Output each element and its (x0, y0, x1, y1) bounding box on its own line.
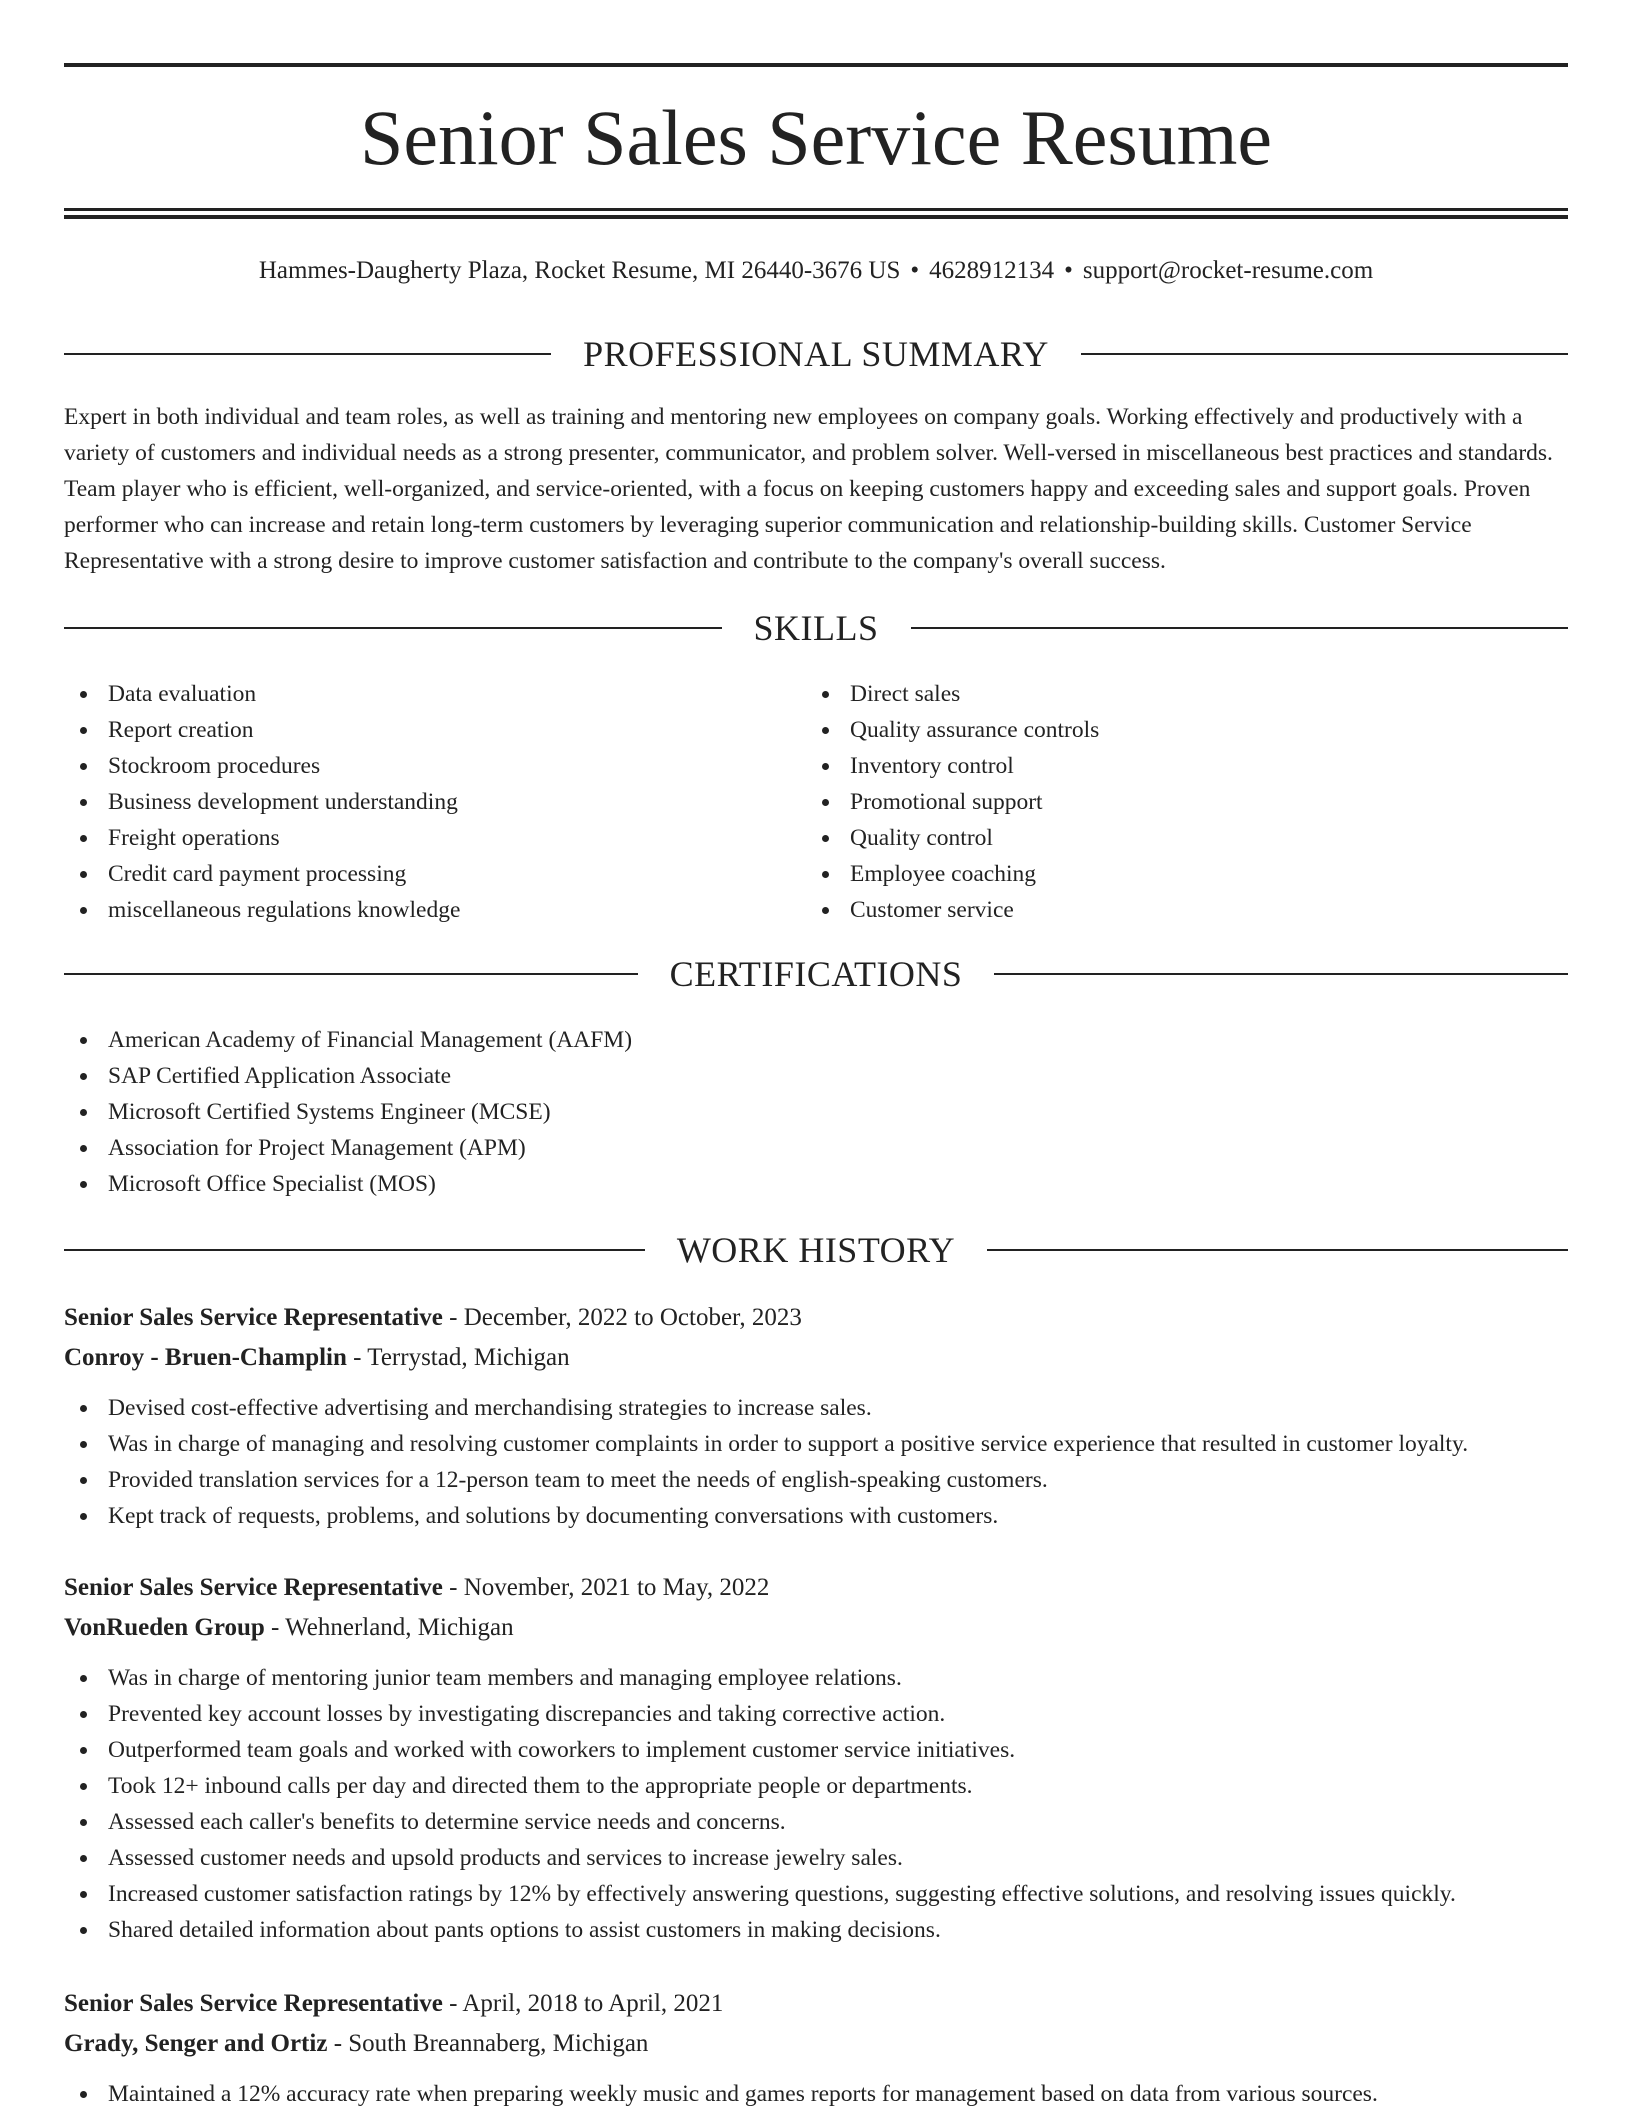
skill-item: Quality control (806, 820, 1506, 856)
certifications-list (64, 1022, 1568, 1202)
job-bullet-item: Shared detailed information about pants options to assist customers in making decisions. (64, 1912, 1568, 1948)
job-company-line (64, 1338, 1568, 1378)
section-rule-left (64, 627, 722, 629)
section-rule-right (911, 627, 1569, 629)
skill-item: Quality assurance controls (806, 712, 1506, 748)
contact-separator: • (910, 257, 920, 284)
top-rule (64, 63, 1568, 67)
job-bullet-item: Was in charge of managing and resolving customer complaints in order to support a positive service experience that resulted in customer loyalty. (64, 1426, 1568, 1462)
skills-column-right (806, 676, 1506, 928)
resume-title: Senior Sales Service Resume (360, 94, 1272, 181)
contact-address: Hammes-Daugherty Plaza, Rocket Resume, MI 26440-3676 US (258, 257, 901, 284)
skills-list-right (806, 676, 1506, 928)
job-title: Senior Sales Service Representative (64, 1574, 443, 1601)
section-rule-left (64, 973, 638, 975)
job-bullet-item: Assessed each caller's benefits to determine service needs and concerns. (64, 1804, 1568, 1840)
section-title-skills: SKILLS (753, 608, 879, 648)
job-bullets (64, 2076, 1568, 2112)
job-company: Conroy - Bruen-Champlin (64, 1344, 347, 1371)
title-rule-upper (64, 208, 1568, 211)
certification-item: Microsoft Office Specialist (MOS) (64, 1166, 1568, 1202)
contact-line (64, 254, 1568, 288)
job-location: - Wehnerland, Michigan (264, 1614, 514, 1641)
section-rule-right (1081, 353, 1568, 355)
job-company: VonRueden Group (64, 1614, 265, 1641)
job-title: Senior Sales Service Representative (64, 1990, 443, 2017)
section-header-certifications (64, 952, 1568, 996)
job-dates: - April, 2018 to April, 2021 (442, 1990, 724, 2017)
certification-item: American Academy of Financial Management (AAFM) (64, 1022, 1568, 1058)
skill-item: Direct sales (806, 676, 1506, 712)
section-title-work-history: WORK HISTORY (676, 1230, 956, 1270)
job-company: Grady, Senger and Ortiz (64, 2030, 328, 2057)
job-bullet-item: Outperformed team goals and worked with coworkers to implement customer service initiatives. (64, 1732, 1568, 1768)
certification-item: Association for Project Management (APM) (64, 1130, 1568, 1166)
job-bullet-item: Took 12+ inbound calls per day and directed them to the appropriate people or departments. (64, 1768, 1568, 1804)
section-header-skills (64, 606, 1568, 650)
skill-item: Customer service (806, 892, 1506, 928)
title-rule-lower (64, 215, 1568, 219)
job-title: Senior Sales Service Representative (64, 1304, 443, 1331)
job-bullet-item: Increased customer satisfaction ratings by 12% by effectively answering questions, suggesting effective solutions, and resolving issues quickly. (64, 1876, 1568, 1912)
professional-summary-text: Expert in both individual and team roles, as well as training and mentoring new employees on company goals. Working effectively and productively with a variety of customers and individual needs as a strong presenter, communicator, and problem solver. Well-versed in miscellaneous best practices and standards. Team player who is efficient, well-organized, and service-oriented, with a focus on keeping customers happy and exceeding sales and support goals. Proven performer who can increase and retain long-term customers by leveraging superior communication and relationship-building skills. Customer Service Representative with a strong desire to improve customer satisfaction and contribute to the company's overall success. (64, 404, 1553, 574)
section-rule-left (64, 353, 551, 355)
skill-item: miscellaneous regulations knowledge (64, 892, 764, 928)
skills-list-left (64, 676, 764, 928)
job-title-line (64, 1568, 1568, 1608)
job-entry (64, 1298, 1568, 1534)
contact-phone: 4628912134 (929, 257, 1055, 284)
skill-item: Data evaluation (64, 676, 764, 712)
job-title-line (64, 1984, 1568, 2024)
skill-item: Credit card payment processing (64, 856, 764, 892)
job-bullet-item: Was in charge of mentoring junior team members and managing employee relations. (64, 1660, 1568, 1696)
section-title-summary: PROFESSIONAL SUMMARY (583, 334, 1049, 374)
section-title-certifications: CERTIFICATIONS (669, 954, 963, 994)
job-dates: - November, 2021 to May, 2022 (442, 1574, 770, 1601)
skill-item: Employee coaching (806, 856, 1506, 892)
section-rule-right (987, 1249, 1568, 1251)
job-dates: - December, 2022 to October, 2023 (442, 1304, 802, 1331)
certification-item: Microsoft Certified Systems Engineer (MCSE) (64, 1094, 1568, 1130)
job-bullet-item: Prevented key account losses by investigating discrepancies and taking corrective action. (64, 1696, 1568, 1732)
skill-item: Inventory control (806, 748, 1506, 784)
skill-item: Freight operations (64, 820, 764, 856)
contact-separator: • (1064, 257, 1073, 284)
section-rule-left (64, 1249, 645, 1251)
section-header-summary (64, 332, 1568, 376)
job-title-line (64, 1298, 1568, 1338)
job-company-line (64, 2024, 1568, 2064)
job-bullet-item: Kept track of requests, problems, and solutions by documenting conversations with customers. (64, 1498, 1568, 1534)
certification-item: SAP Certified Application Associate (64, 1058, 1568, 1094)
job-bullet-item: Assessed customer needs and upsold products and services to increase jewelry sales. (64, 1840, 1568, 1876)
job-location: - Terrystad, Michigan (346, 1344, 570, 1371)
job-bullet-item: Maintained a 12% accuracy rate when preparing weekly music and games reports for management based on data from various sources. (64, 2076, 1568, 2112)
certifications-block (64, 1022, 1568, 1202)
skill-item: Promotional support (806, 784, 1506, 820)
skills-column-left (64, 676, 764, 928)
job-entry (64, 1568, 1568, 1948)
job-bullet-item: Devised cost-effective advertising and merchandising strategies to increase sales. (64, 1390, 1568, 1426)
job-company-line (64, 1608, 1568, 1648)
job-bullets (64, 1660, 1568, 1948)
job-location: - South Breannaberg, Michigan (327, 2030, 649, 2057)
skill-item: Stockroom procedures (64, 748, 764, 784)
section-header-work-history (64, 1228, 1568, 1272)
skill-item: Report creation (64, 712, 764, 748)
job-entry (64, 1984, 1568, 2112)
job-bullets (64, 1390, 1568, 1534)
job-bullet-item: Provided translation services for a 12-person team to meet the needs of english-speaking customers. (64, 1462, 1568, 1498)
contact-email: support@rocket-resume.com (1082, 257, 1374, 284)
skill-item: Business development understanding (64, 784, 764, 820)
section-rule-right (994, 973, 1568, 975)
